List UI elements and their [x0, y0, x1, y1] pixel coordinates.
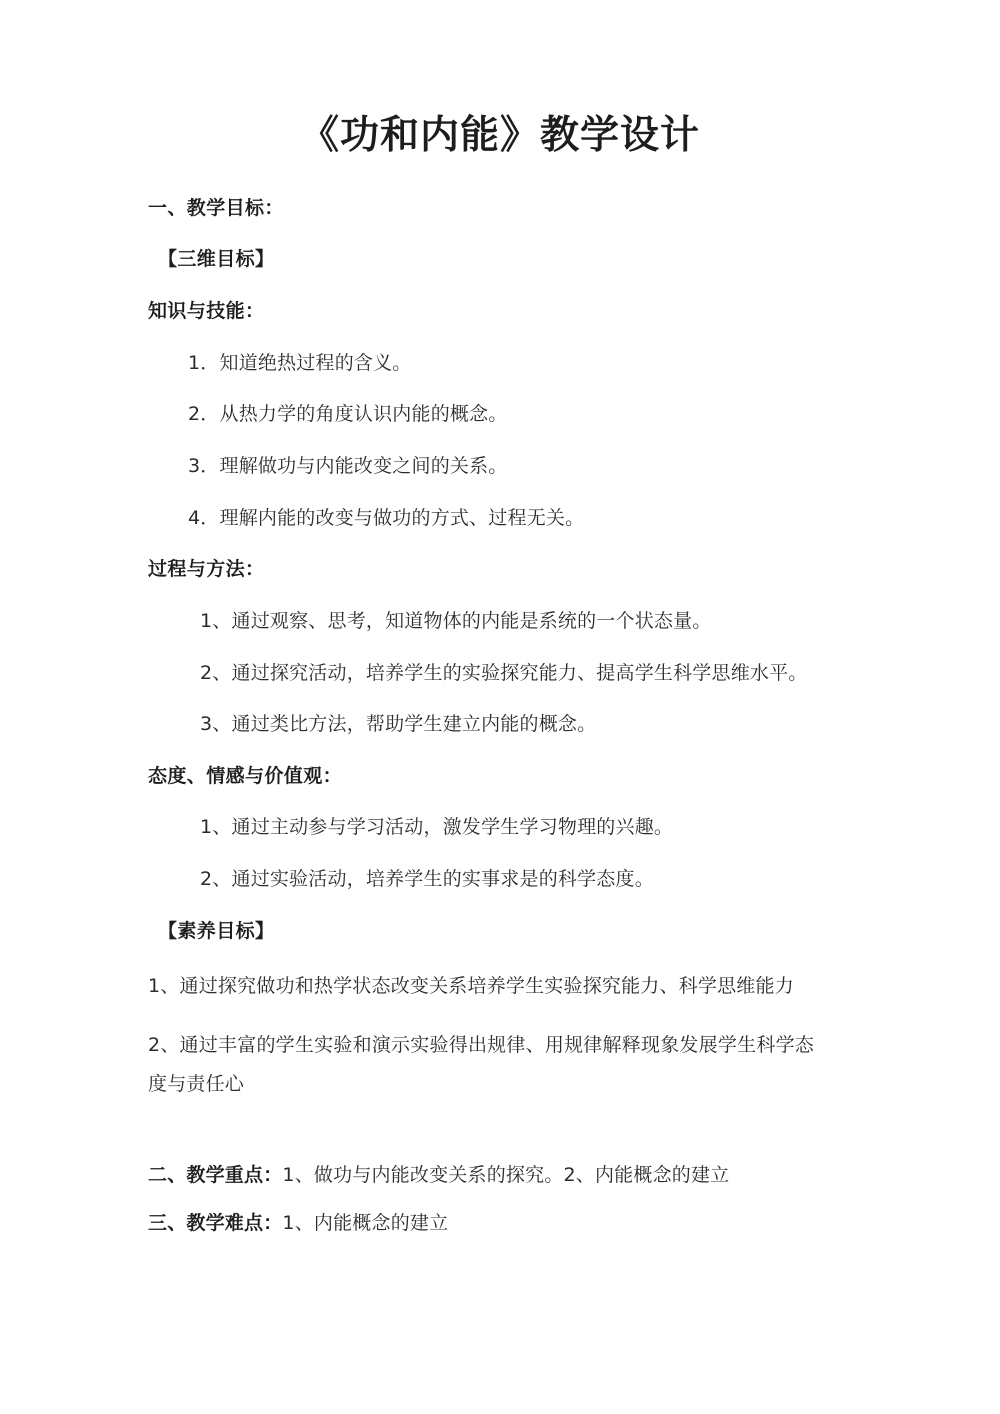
- list-item: 4．理解内能的改变与做功的方式、过程无关。: [188, 506, 585, 529]
- teaching-difficult-point-body: 1、内能概念的建立: [282, 1211, 449, 1234]
- heading-attitude-emotion-values: 态度、情感与价值观：: [148, 764, 343, 787]
- teaching-difficult-point-line: [148, 1200, 814, 1248]
- teaching-key-point-line: [148, 1152, 814, 1200]
- list-item: 1．知道绝热过程的含义。: [188, 351, 412, 374]
- list-item: 2、通过实验活动，培养学生的实事求是的科学态度。: [200, 868, 654, 891]
- list-item: 2．从热力学的角度认识内能的概念。: [188, 403, 508, 426]
- list-item: 1、通过观察、思考，知道物体的内能是系统的一个状态量。: [200, 609, 712, 632]
- teaching-key-point-label: 二、教学重点：: [148, 1164, 283, 1187]
- heading-teaching-objectives: 一、教学目标：: [148, 196, 284, 219]
- teaching-difficult-point-label: 三、教学难点：: [148, 1211, 283, 1234]
- page-title: 《功和内能》教学设计: [299, 113, 700, 158]
- paragraph: 1、通过探究做功和热学状态改变关系培养学生实验探究能力、科学思维能力: [148, 975, 794, 998]
- heading-knowledge-and-skills: 知识与技能：: [148, 300, 265, 323]
- heading-process-and-method: 过程与方法：: [148, 558, 265, 581]
- paragraph: 2、通过丰富的学生实验和演示实验得出规律、用规律解释现象发展学生科学态度与责任心: [148, 1034, 814, 1096]
- list-item: 3、通过类比方法，帮助学生建立内能的概念。: [200, 713, 597, 736]
- list-item: 2、通过探究活动，培养学生的实验探究能力、提高学生科学思维水平。: [200, 661, 808, 684]
- teaching-key-point-body: 1、做功与内能改变关系的探究。2、内能概念的建立: [282, 1164, 730, 1187]
- document-body: [0, 161, 1000, 1248]
- heading-three-dimensional-objectives: 【三维目标】: [158, 248, 275, 271]
- heading-literacy-objectives: 【素养目标】: [158, 919, 275, 942]
- list-item: 1、通过主动参与学习活动，激发学生学习物理的兴趣。: [200, 816, 674, 839]
- section-spacer: [148, 1114, 814, 1152]
- list-item: 3．理解做功与内能改变之间的关系。: [188, 454, 508, 477]
